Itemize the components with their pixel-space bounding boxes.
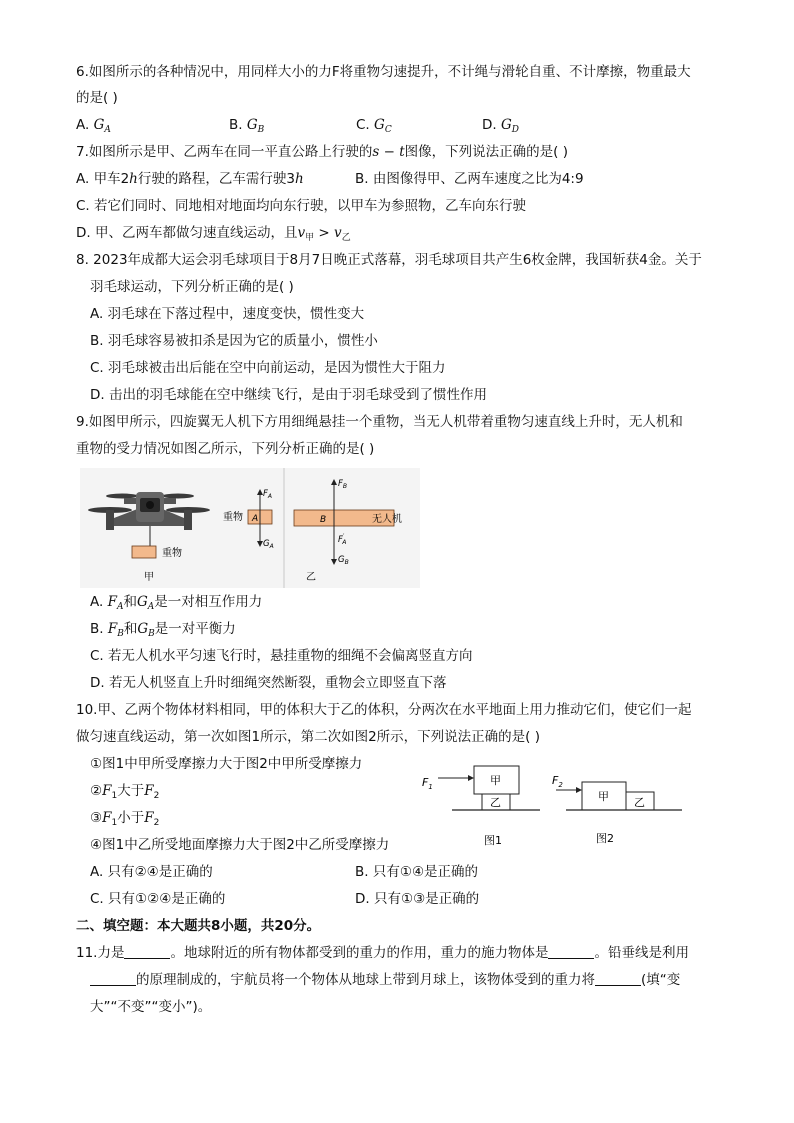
q6-stem-line2: 的是( ) — [76, 90, 118, 106]
weight-block — [132, 546, 156, 558]
q8-option-d: D. 击出的羽毛球能在空中继续飞行，是由于羽毛球受到了惯性作用 — [90, 387, 487, 403]
q7-option-a: A. 甲车2h行驶的路程，乙车需行驶3h — [76, 171, 304, 187]
f1-label: $F_1$ — [422, 776, 433, 791]
fig1-caption: 图1 — [484, 834, 502, 847]
q7-option-d: D. 甲、乙两车都做匀速直线运动，且$v_甲 > v_乙$ — [76, 225, 351, 243]
fig1-jia-label: 甲 — [490, 774, 501, 787]
q7-option-b: B. 由图像得甲、乙两车速度之比为4:9 — [355, 171, 584, 187]
figure-background — [80, 468, 420, 588]
q8-option-c: C. 羽毛球被击出后能在空中向前运动，是因为惯性大于阻力 — [90, 360, 446, 376]
f1-arrowhead — [468, 775, 474, 781]
fig-yi-label: 乙 — [306, 572, 316, 583]
q8-stem-line1: 8. 2023年成都大运会羽毛球项目于8月7日晚正式落幕，羽毛球项目共产生6枚金牌，我国斩获4金。关于 — [76, 252, 702, 268]
q9-option-a: A. $F_A$和$G_A$是一对相互作用力 — [90, 594, 263, 612]
q7-option-c: C. 若它们同时、同地相对地面均向东行驶，以甲车为参照物，乙车向东行驶 — [76, 198, 527, 214]
q10-statement-3: $③F_1$小于$F_2$ — [90, 810, 160, 828]
section-heading-fill-in: 二、填空题：本大题共8小题，共20分。 — [76, 918, 321, 934]
q10-statement-4: ④图1中乙所受地面摩擦力大于图2中乙所受摩擦力 — [90, 837, 390, 853]
block-b-label: B — [320, 515, 327, 525]
q9-option-b: B. $F_B$和$G_B$是一对平衡力 — [90, 621, 236, 639]
q10-figure — [418, 760, 688, 850]
q8-option-a: A. 羽毛球在下落过程中，速度变快，惯性变大 — [90, 306, 365, 322]
q6-option-a: A. $G_A$ — [76, 117, 111, 135]
f2-label: $F_2$ — [552, 774, 563, 789]
q6-option-b: B. $G_B$ — [229, 117, 265, 135]
weight-label-2: 重物 — [223, 512, 243, 523]
q9-stem-line2: 重物的受力情况如图乙所示，下列分析正确的是( ) — [76, 441, 375, 457]
block-a-label: A — [252, 514, 259, 524]
fig-jia-label: 甲 — [144, 572, 154, 583]
force-fa-prime-label: F′ A — [338, 533, 347, 546]
f2-arrowhead — [576, 787, 582, 793]
fig1-yi-label: 乙 — [490, 796, 501, 809]
fig2-caption: 图2 — [596, 832, 614, 845]
q10-stem-line1: 10.甲、乙两个物体材料相同，甲的体积大于乙的体积，分两次在水平地面上用力推动它们，使它们一起 — [76, 702, 692, 718]
q6-stem-line1: 6.如图所示的各种情况中，用同样大小的力F将重物匀速提升，不计绳与滑轮自重、不计摩擦，物重最大 — [76, 64, 691, 80]
q10-option-a: A. 只有②④是正确的 — [90, 864, 213, 880]
q8-option-b: B. 羽毛球容易被扣杀是因为它的质量小，惯性小 — [90, 333, 378, 349]
fig2-jia-label: 甲 — [598, 790, 609, 803]
q6-option-d: D. $G_D$ — [482, 117, 519, 135]
q9-option-c: C. 若无人机水平匀速飞行时，悬挂重物的细绳不会偏离竖直方向 — [90, 648, 473, 664]
q11-line3: 大”“不变”“变小”)。 — [90, 999, 212, 1015]
force-gb-label: $G_B$ — [338, 555, 349, 566]
q11-line2: 的原理制成的，宇航员将一个物体从地球上带到月球上，该物体受到的重力将 (填“变 — [90, 971, 680, 989]
q11-blank-3[interactable] — [90, 972, 136, 986]
weight-label: 重物 — [162, 548, 182, 559]
q10-option-b: B. 只有①④是正确的 — [355, 864, 479, 880]
force-ga-label: $G_A$ — [263, 539, 274, 550]
q10-stem-line2: 做匀速直线运动，第一次如图1所示，第二次如图2所示，下列说法正确的是( ) — [76, 729, 541, 745]
q9-stem-line1: 9.如图甲所示，四旋翼无人机下方用细绳悬挂一个重物，当无人机带着重物匀速直线上升时，无人机和 — [76, 414, 683, 430]
force-fb-label: $F_B$ — [338, 479, 348, 490]
q10-statement-2: $②F_1$大于$F_2$ — [90, 783, 160, 801]
q10-statement-1: ①图1中甲所受摩擦力大于图2中甲所受摩擦力 — [90, 756, 363, 772]
q11-blank-2[interactable] — [548, 945, 594, 959]
q7-stem: 7.如图所示是甲、乙两车在同一平直公路上行驶的s − t图像，下列说法正确的是( ) — [76, 144, 568, 160]
q8-stem-line2: 羽毛球运动，下列分析正确的是( ) — [90, 279, 294, 295]
q11-blank-4[interactable] — [595, 972, 641, 986]
q11-blank-1[interactable] — [124, 945, 170, 959]
q9-figure — [80, 468, 420, 588]
q10-option-c: C. 只有①②④是正确的 — [90, 891, 226, 907]
drone-label: 无人机 — [372, 514, 402, 525]
q6-option-c: C. $G_C$ — [356, 117, 392, 135]
q10-option-d: D. 只有①③是正确的 — [355, 891, 480, 907]
q11-line1: 11.力是 。地球附近的所有物体都受到的重力的作用，重力的施力物体是 。铅垂线是利用 — [76, 945, 689, 961]
fig2-yi-label: 乙 — [634, 796, 645, 809]
q9-option-d: D. 若无人机竖直上升时细绳突然断裂，重物会立即竖直下落 — [90, 675, 447, 691]
force-fa-label: $F_A$ — [263, 489, 272, 500]
